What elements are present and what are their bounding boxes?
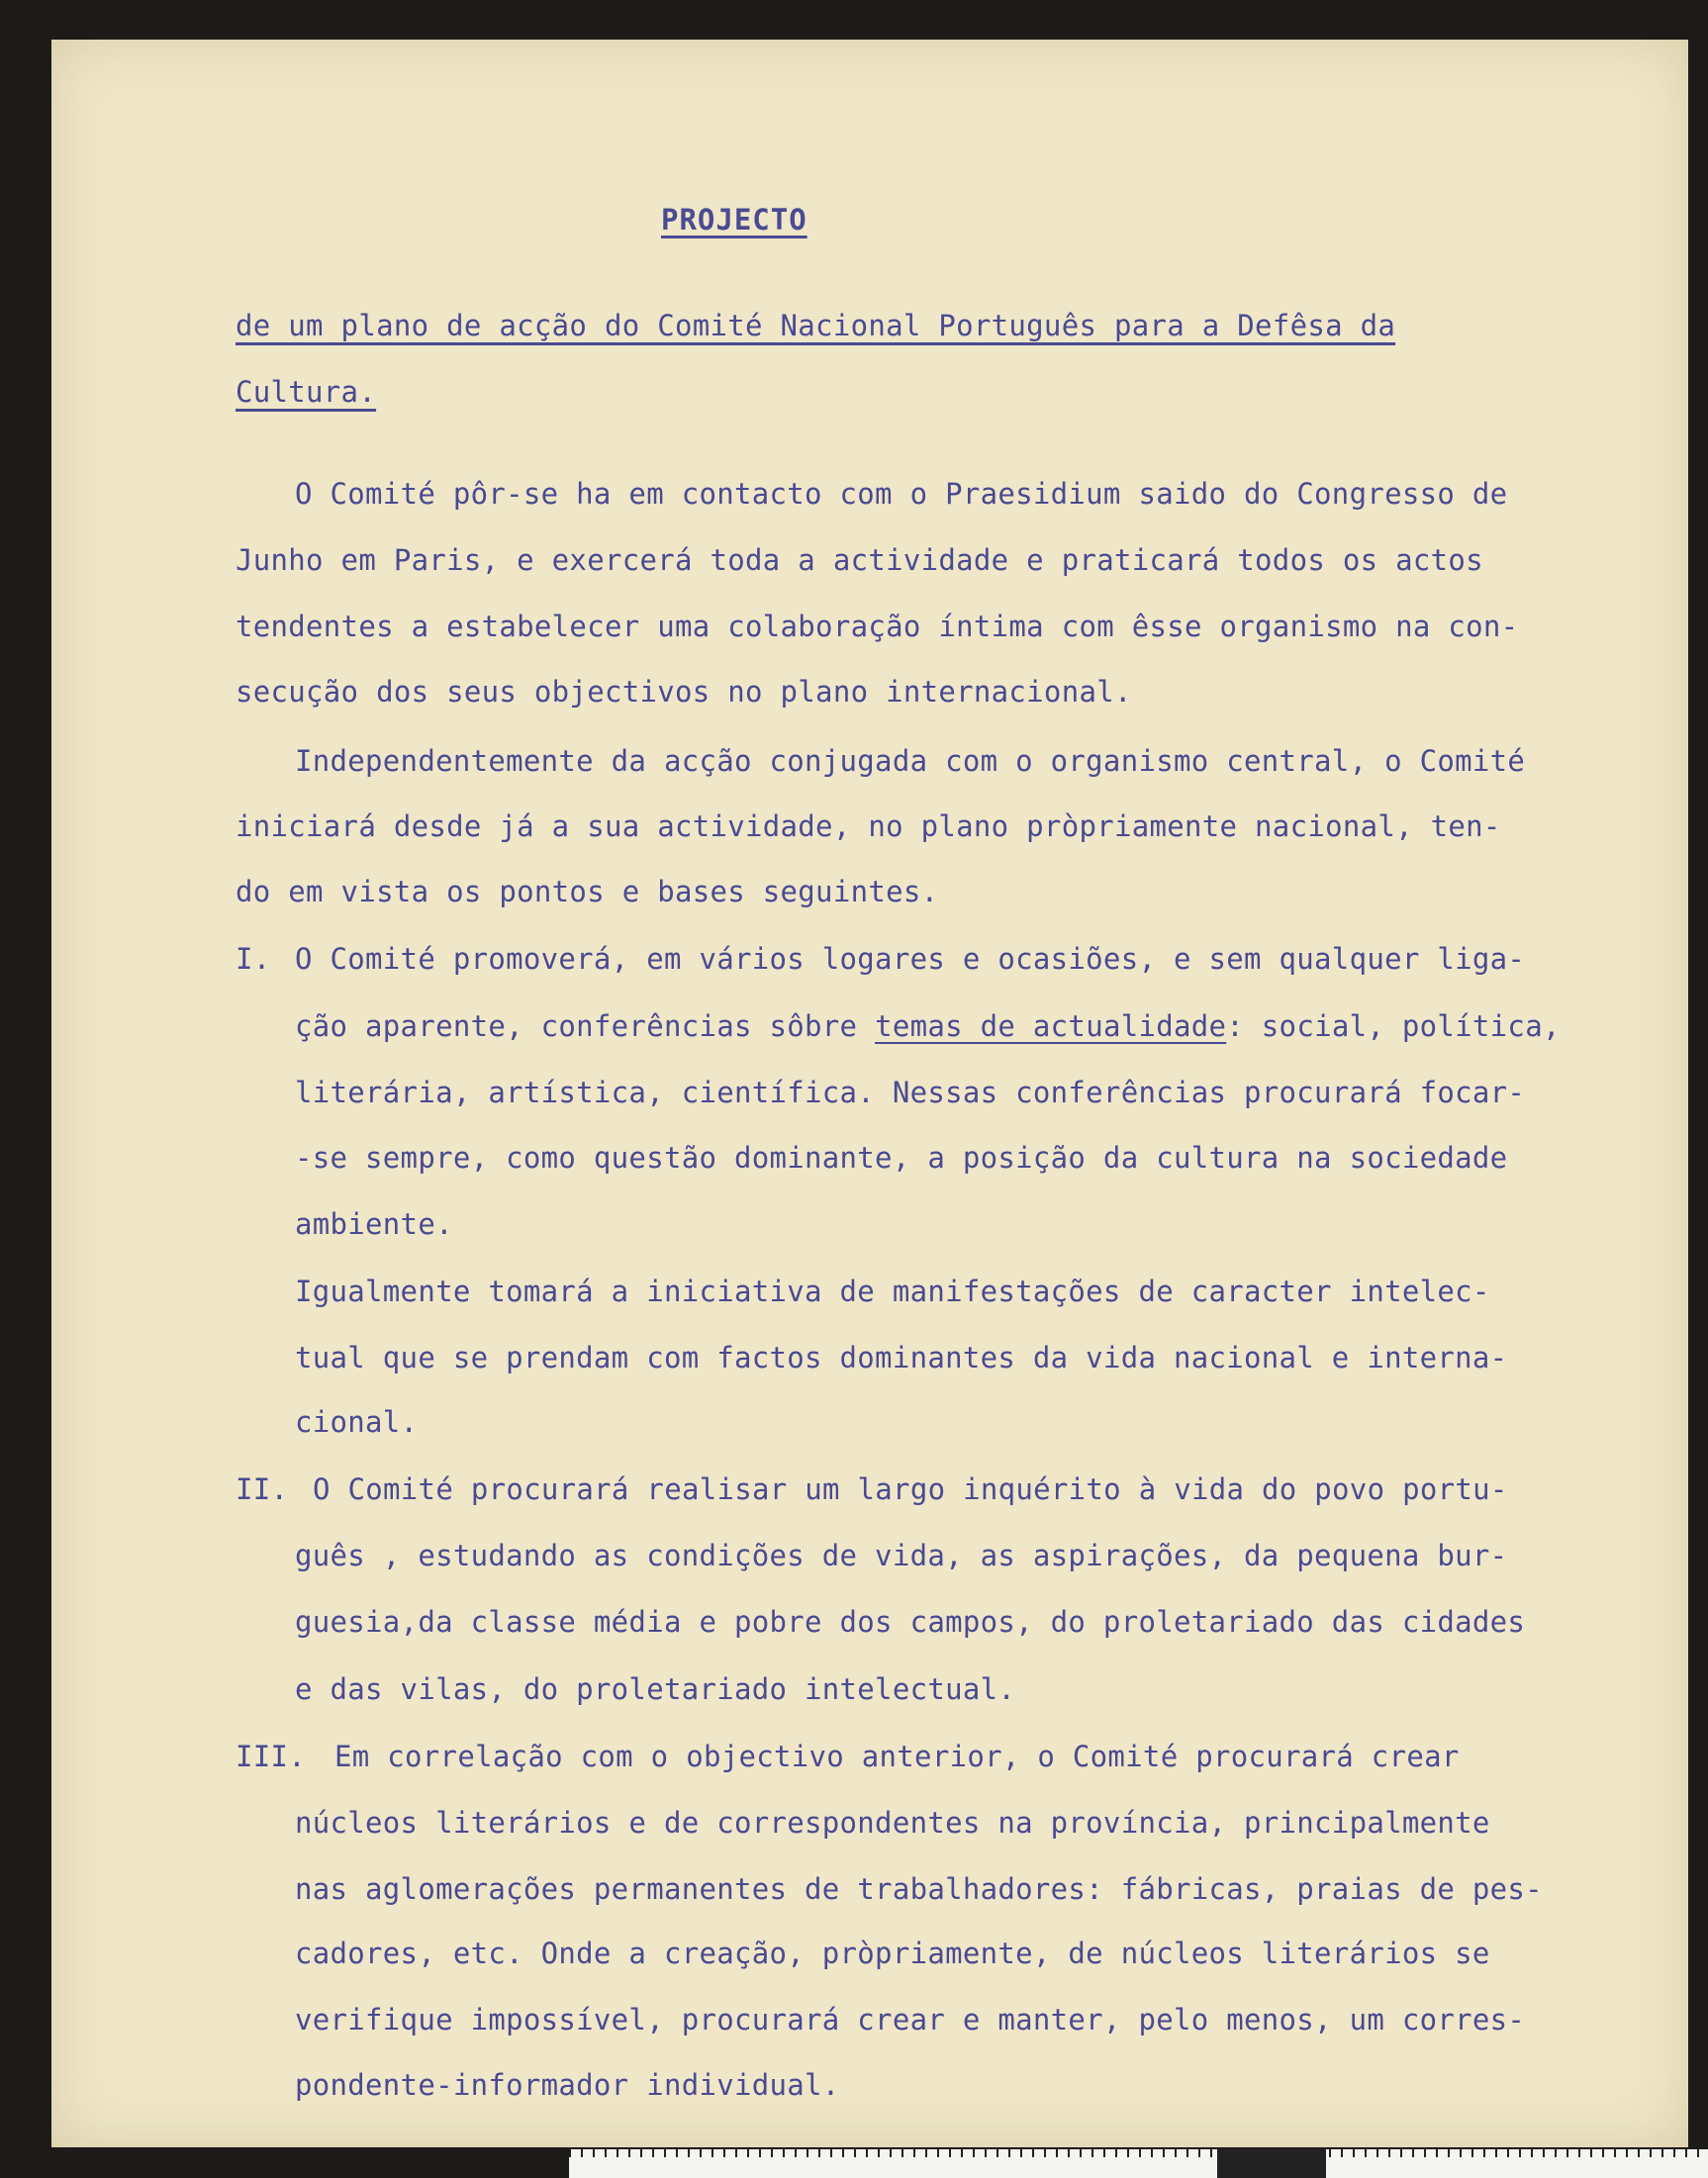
item-ii-line-3: guesia,da classe média e pobre dos campos, do proletariado das cidades: [295, 1605, 1526, 1639]
scale-ruler: [569, 2149, 1708, 2178]
item-iii-line-4: cadores, etc. Onde a creação, pròpriamente, de núcleos literários se: [295, 1937, 1490, 1970]
underlined-phrase: temas de actualidade: [875, 1009, 1227, 1043]
subtitle-line-1: de um plano de acção do Comité Nacional Português para a Defêsa da: [236, 309, 1396, 342]
item-i-line-1: O Comité promoverá, em vários logares e ocasiões, e sem qualquer liga-: [295, 942, 1526, 976]
item-i-line-5: ambiente.: [295, 1207, 453, 1241]
intro-line-4: secução dos seus objectivos no plano internacional.: [236, 675, 1132, 709]
item-iii-line-5: verifique impossível, procurará crear e manter, pelo menos, um corres-: [295, 2003, 1526, 2036]
document-title: PROJECTO: [661, 203, 807, 237]
item-numeral-i: I.: [236, 942, 271, 976]
item-i-line-7: tual que se prendam com factos dominantes da vida nacional e interna-: [295, 1341, 1508, 1374]
item-ii-line-1: O Comité procurará realisar um largo inquérito à vida do povo portu-: [313, 1472, 1508, 1506]
item-numeral-ii: II.: [236, 1472, 289, 1506]
intro2-line-1: Independentemente da acção conjugada com o organismo central, o Comité: [295, 744, 1526, 778]
intro2-line-2: iniciará desde já a sua actividade, no plano pròpriamente nacional, ten-: [236, 809, 1501, 843]
item-iii-line-2: núcleos literários e de correspondentes na província, principalmente: [295, 1806, 1490, 1840]
intro-line-3: tendentes a estabelecer uma colaboração íntima com êsse organismo na con-: [236, 610, 1519, 643]
intro-line-1: O Comité pôr-se ha em contacto com o Praesidium saido do Congresso de: [295, 477, 1508, 511]
item-i-line-2: [295, 1009, 1561, 1043]
item-ii-line-4: e das vilas, do proletariado intelectual.: [295, 1672, 1016, 1706]
item-iii-line-6: pondente-informador individual.: [295, 2068, 840, 2102]
item-i-line-2a: ção aparente, conferências sôbre: [295, 1009, 858, 1043]
intro-line-2: Junho em Paris, e exercerá toda a actividade e praticará todos os actos: [236, 543, 1483, 577]
item-i-line-6: Igualmente tomará a iniciativa de manifestações de caracter intelec-: [295, 1275, 1490, 1308]
item-i-line-8: cional.: [295, 1405, 419, 1439]
item-iii-line-1: Em correlação com o objectivo anterior, o Comité procurará crear: [334, 1740, 1460, 1773]
subtitle-line-2: Cultura.: [236, 375, 377, 409]
item-numeral-iii: III.: [236, 1740, 307, 1773]
item-i-line-2c: : social, política,: [1226, 1009, 1561, 1043]
item-i-line-4: -se sempre, como questão dominante, a posição da cultura na sociedade: [295, 1141, 1508, 1175]
item-ii-line-2: guês , estudando as condições de vida, as aspirações, da pequena bur-: [295, 1539, 1508, 1572]
item-iii-line-3: nas aglomerações permanentes de trabalhadores: fábricas, praias de pes-: [295, 1872, 1543, 1906]
intro2-line-3: do em vista os pontos e bases seguintes.: [236, 875, 939, 908]
item-i-line-3: literária, artística, científica. Nessas conferências procurará focar-: [295, 1076, 1526, 1109]
ruler-black-bar: [1217, 2149, 1326, 2178]
